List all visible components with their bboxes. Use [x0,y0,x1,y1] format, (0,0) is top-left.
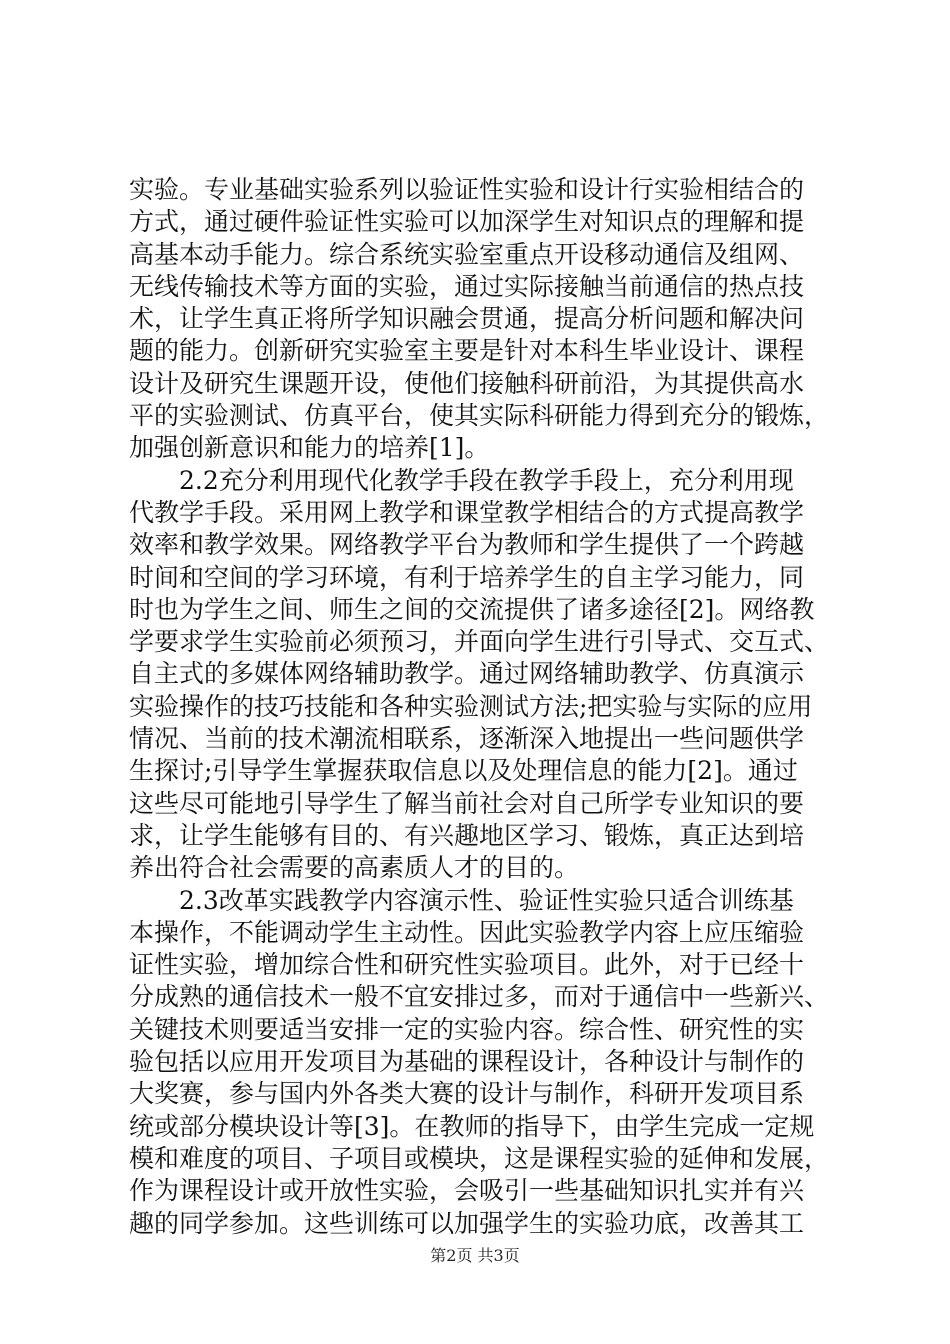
text-line: 题的能力。创新研究实验室主要是针对本科生毕业设计、课程 [129,336,805,366]
text-line: 实验。专业基础实验系列以验证性实验和设计行实验相结合的 [129,175,805,204]
page-footer: 第2页 共3页 [430,1246,520,1265]
body-text [129,174,829,1240]
text-line: 加强创新意识和能力的培养[1]。 [129,433,490,463]
text-line: 平的实验测试、仿真平台，使其实际科研能力得到充分的锻炼， [129,401,830,431]
text-line: 本操作，不能调动学生主动性。因此实验教学内容上应压缩验 [129,917,805,947]
text-line: 这些尽可能地引导学生了解当前社会对自己所学专业知识的要 [129,788,805,818]
text-line: 统或部分模块设计等[3]。在教师的指导下，由学生完成一定规 [129,1111,815,1141]
text-line: 验包括以应用开发项目为基础的课程设计，各种设计与制作的 [129,1047,805,1077]
text-line: 作为课程设计或开放性实验，会吸引一些基础知识扎实并有兴 [129,1176,805,1206]
text-line: 证性实验，增加综合性和研究性实验项目。此外，对于已经十 [129,950,805,980]
text-line: 情况、当前的技术潮流相联系，逐渐深入地提出一些问题供学 [129,724,805,754]
text-line: 生探讨;引导学生掌握获取信息以及处理信息的能力[2]。通过 [129,756,798,786]
text-line: 代教学手段。采用网上教学和课堂教学相结合的方式提高教学 [129,497,805,527]
text-line: 时也为学生之间、师生之间的交流提供了诸多途径[2]。网络教 [129,594,815,624]
text-line: 分成熟的通信技术一般不宜安排过多，而对于通信中一些新兴、 [129,982,830,1012]
text-line: 关键技术则要适当安排一定的实验内容。综合性、研究性的实 [129,1014,805,1044]
text-line: 自主式的多媒体网络辅助教学。通过网络辅助教学、仿真演示 [129,659,805,689]
text-line: 无线传输技术等方面的实验，通过实际接触当前通信的热点技 [129,271,805,301]
text-line: 2.2充分利用现代化教学手段在教学手段上，充分利用现 [129,465,794,495]
text-line: 时间和空间的学习环境，有利于培养学生的自主学习能力，同 [129,562,805,592]
text-line: 趣的同学参加。这些训练可以加强学生的实验功底，改善其工 [129,1208,805,1238]
text-line: 求，让学生能够有目的、有兴趣地区学习、锻炼，真正达到培 [129,820,805,850]
text-line: 实验操作的技巧技能和各种实验测试方法;把实验与实际的应用 [129,691,813,721]
text-line: 学要求学生实验前必须预习，并面向学生进行引导式、交互式、 [129,627,830,657]
text-line: 方式，通过硬件验证性实验可以加深学生对知识点的理解和提 [129,207,805,237]
text-line: 术，让学生真正将所学知识融会贯通，提高分析问题和解决问 [129,304,805,334]
text-line: 设计及研究生课题开设，使他们接触科研前沿，为其提供高水 [129,368,805,398]
text-line: 效率和教学效果。网络教学平台为教师和学生提供了一个跨越 [129,530,805,560]
text-line: 模和难度的项目、子项目或模块，这是课程实验的延伸和发展， [129,1143,830,1173]
text-line: 高基本动手能力。综合系统实验室重点开设移动通信及组网、 [129,239,805,269]
text-line: 大奖赛，参与国内外各类大赛的设计与制作，科研开发项目系 [129,1079,805,1109]
text-line: 养出符合社会需要的高素质人才的目的。 [129,853,580,883]
text-line: 2.3改革实践教学内容演示性、验证性实验只适合训练基 [129,885,794,915]
